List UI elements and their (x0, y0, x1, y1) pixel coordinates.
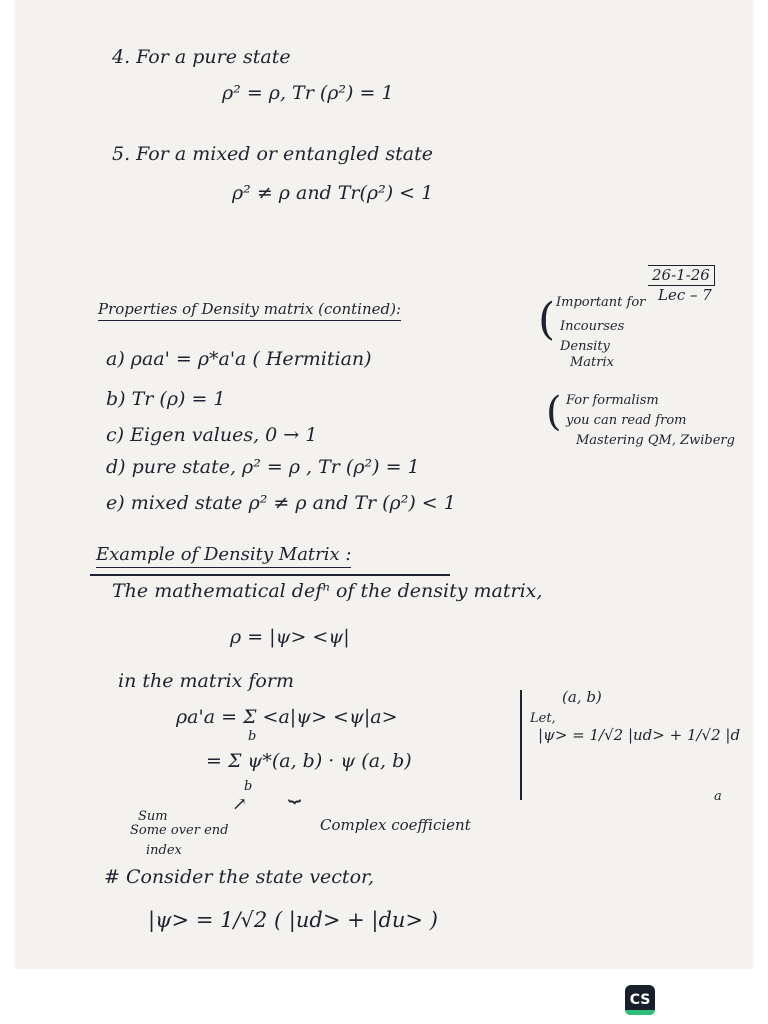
item-5-label: 5. For a mixed or entangled state (112, 143, 434, 165)
date-box: 26-1-26 (648, 265, 715, 286)
camscanner-logo: CS (625, 985, 655, 1015)
item-5-equation: ρ² ≠ ρ and Tr(ρ²) < 1 (232, 182, 434, 204)
density-definition: ρ = |ψ> <ψ| (230, 626, 350, 648)
complex-coefficient-note: Complex coefficient (320, 816, 471, 834)
item-4-equation: ρ² = ρ, Tr (ρ²) = 1 (222, 82, 394, 104)
matrix-element-equation: ρa'a = Σ <a|ψ> <ψ|a> (176, 706, 398, 728)
sum-note-line-2: Some over end (130, 823, 229, 838)
let-label: Let, (530, 711, 556, 726)
right-box-a: a (714, 789, 722, 804)
side-note-1-line-4: Matrix (570, 355, 614, 370)
definition-line: The mathematical defⁿ of the density matrix, (112, 580, 543, 602)
sum-note-line-1: Sum (138, 809, 168, 824)
item-4-label: 4. For a pure state (112, 46, 291, 68)
side-note-1-line-3: Density (560, 339, 610, 354)
side-note-1-line-2: Incourses (560, 319, 625, 334)
matrix-element-expanded: = Σ ψ*(a, b) · ψ (a, b) (206, 750, 412, 772)
arrow-up-icon: ↗ (232, 794, 248, 815)
lecture-number: Lec – 7 (658, 286, 712, 304)
side-note-2-line-3: Mastering QM, Zwiberg (576, 433, 735, 448)
state-pair: (a, b) (562, 688, 602, 706)
side-note-2-line-1: For formalism (566, 393, 659, 408)
property-d: d) pure state, ρ² = ρ , Tr (ρ²) = 1 (106, 456, 420, 478)
property-a: a) ρaa' = ρ*a'a ( Hermitian) (106, 348, 372, 370)
side-note-2-bracket: ( (546, 389, 562, 435)
matrix-form-label: in the matrix form (118, 670, 294, 692)
example-heading: Example of Density Matrix : (96, 546, 351, 568)
right-box-equation: |ψ> = 1/√2 |ud> + 1/√2 |d (538, 726, 741, 744)
side-note-2-line-2: you can read from (566, 413, 687, 428)
sum-note-line-3: index (146, 843, 182, 858)
side-note-1-line-1: Important for (556, 295, 646, 310)
property-c: c) Eigen values, 0 → 1 (106, 424, 318, 446)
brace-icon: ⏟ (288, 778, 302, 803)
property-e: e) mixed state ρ² ≠ ρ and Tr (ρ²) < 1 (106, 492, 456, 514)
sum-index-2: b (244, 779, 253, 794)
property-b: b) Tr (ρ) = 1 (106, 388, 226, 410)
properties-heading: Properties of Density matrix (contined): (98, 302, 401, 321)
side-note-1-bracket: ( (538, 294, 556, 345)
state-vector: |ψ> = 1/√2 ( |ud> + |du> ) (148, 908, 438, 932)
consider-heading: # Consider the state vector, (104, 866, 375, 888)
sum-index-1: b (248, 729, 257, 744)
example-heading-underline (90, 574, 450, 576)
right-box-divider (520, 690, 522, 800)
